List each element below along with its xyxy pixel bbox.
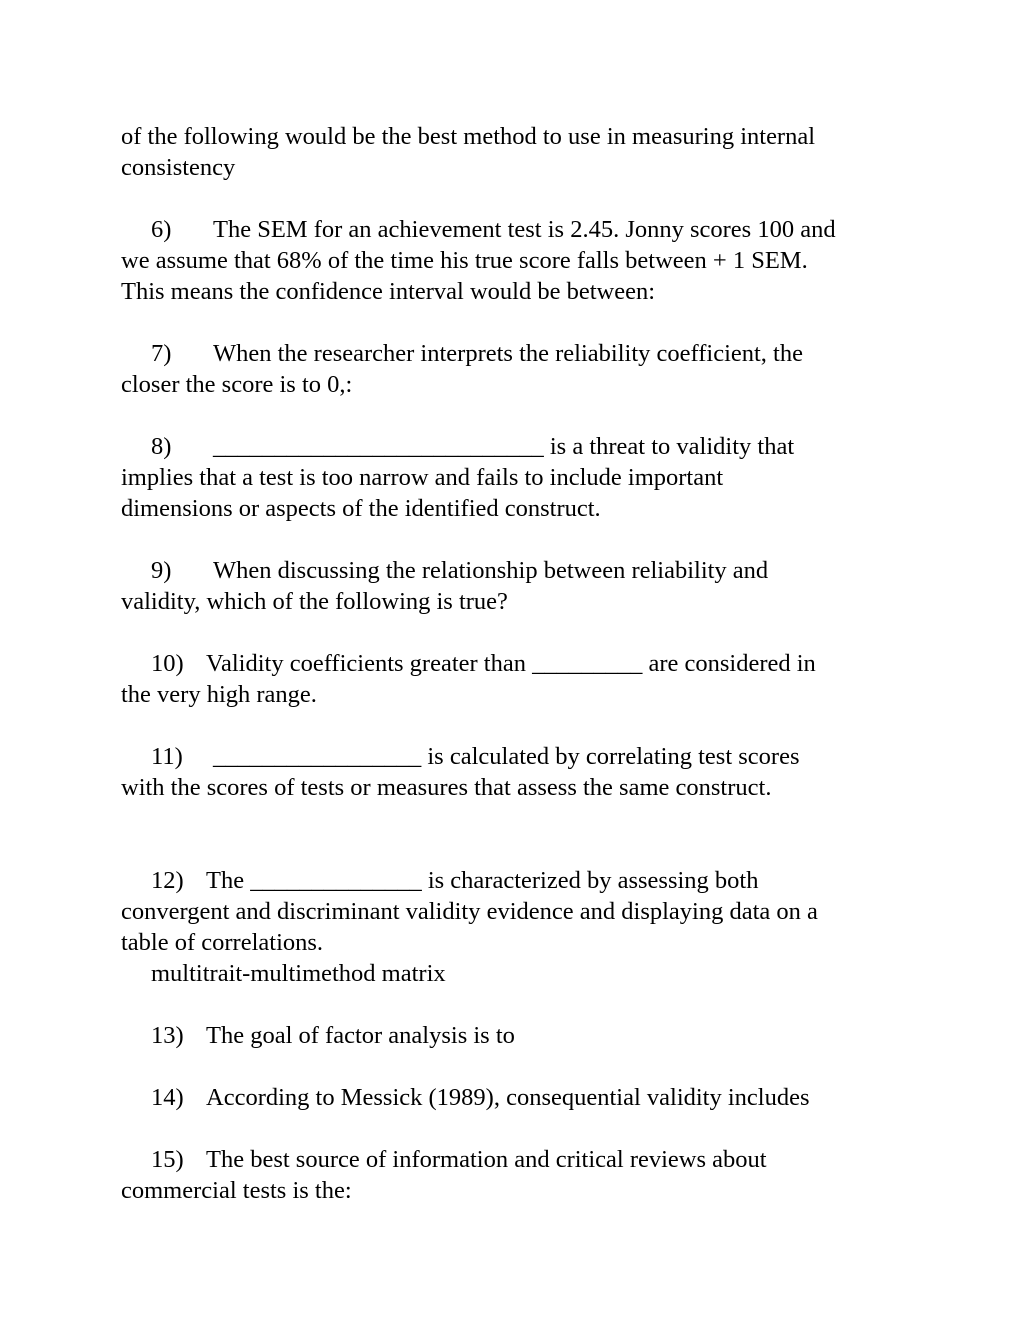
question-text-line: The ______________ is characterized by assessing both bbox=[206, 867, 759, 894]
intro-line-2: consistency bbox=[121, 154, 236, 181]
question-text-line: convergent and discriminant validity evidence and displaying data on a bbox=[121, 898, 818, 925]
question-number: 10) bbox=[151, 650, 184, 677]
question-text-line: dimensions or aspects of the identified construct. bbox=[121, 495, 601, 522]
intro-line-1: of the following would be the best method to use in measuring internal bbox=[121, 123, 816, 150]
question-7 bbox=[121, 338, 911, 400]
question-number: 11) bbox=[151, 743, 183, 770]
question-number: 15) bbox=[151, 1146, 184, 1173]
question-number: 9) bbox=[151, 557, 172, 584]
question-text-line: table of correlations. bbox=[121, 929, 324, 956]
question-text-line: The SEM for an achievement test is 2.45. Jonny scores 100 and bbox=[213, 216, 836, 243]
question-13 bbox=[121, 1020, 911, 1051]
question-text-line: When discussing the relationship between reliability and bbox=[213, 557, 769, 584]
question-10 bbox=[121, 648, 911, 710]
question-15 bbox=[121, 1144, 911, 1206]
question-6 bbox=[121, 214, 911, 307]
document-page bbox=[121, 121, 911, 1206]
question-11 bbox=[121, 741, 911, 803]
question-number: 7) bbox=[151, 340, 172, 367]
question-number: 6) bbox=[151, 216, 172, 243]
question-number: 8) bbox=[151, 433, 172, 460]
question-9 bbox=[121, 555, 911, 617]
question-text-line: commercial tests is the: bbox=[121, 1177, 352, 1204]
question-text-line: we assume that 68% of the time his true score falls between + 1 SEM. bbox=[121, 247, 808, 274]
question-text-line: This means the confidence interval would be between: bbox=[121, 278, 656, 305]
question-text-line: According to Messick (1989), consequential validity includes bbox=[206, 1084, 810, 1111]
intro-fragment bbox=[121, 121, 911, 183]
question-number: 13) bbox=[151, 1022, 184, 1049]
question-text-line: _________________ is calculated by correlating test scores bbox=[213, 743, 800, 770]
question-text-line: the very high range. bbox=[121, 681, 317, 708]
question-text-line: When the researcher interprets the reliability coefficient, the bbox=[213, 340, 803, 367]
question-12 bbox=[121, 865, 911, 989]
question-number: 12) bbox=[151, 867, 184, 894]
question-text-line: Validity coefficients greater than _________ are considered in bbox=[206, 650, 816, 677]
question-text-line: with the scores of tests or measures that assess the same construct. bbox=[121, 774, 772, 801]
question-number: 14) bbox=[151, 1084, 184, 1111]
question-text-line: The goal of factor analysis is to bbox=[206, 1022, 515, 1049]
question-text-line: closer the score is to 0,: bbox=[121, 371, 353, 398]
question-text-line: validity, which of the following is true? bbox=[121, 588, 508, 615]
question-text-line: implies that a test is too narrow and fails to include important bbox=[121, 464, 724, 491]
question-8 bbox=[121, 431, 911, 524]
question-answer: multitrait-multimethod matrix bbox=[151, 960, 446, 987]
question-14 bbox=[121, 1082, 911, 1113]
question-text-line: The best source of information and critical reviews about bbox=[206, 1146, 767, 1173]
question-text-line: ___________________________ is a threat to validity that bbox=[213, 433, 795, 460]
